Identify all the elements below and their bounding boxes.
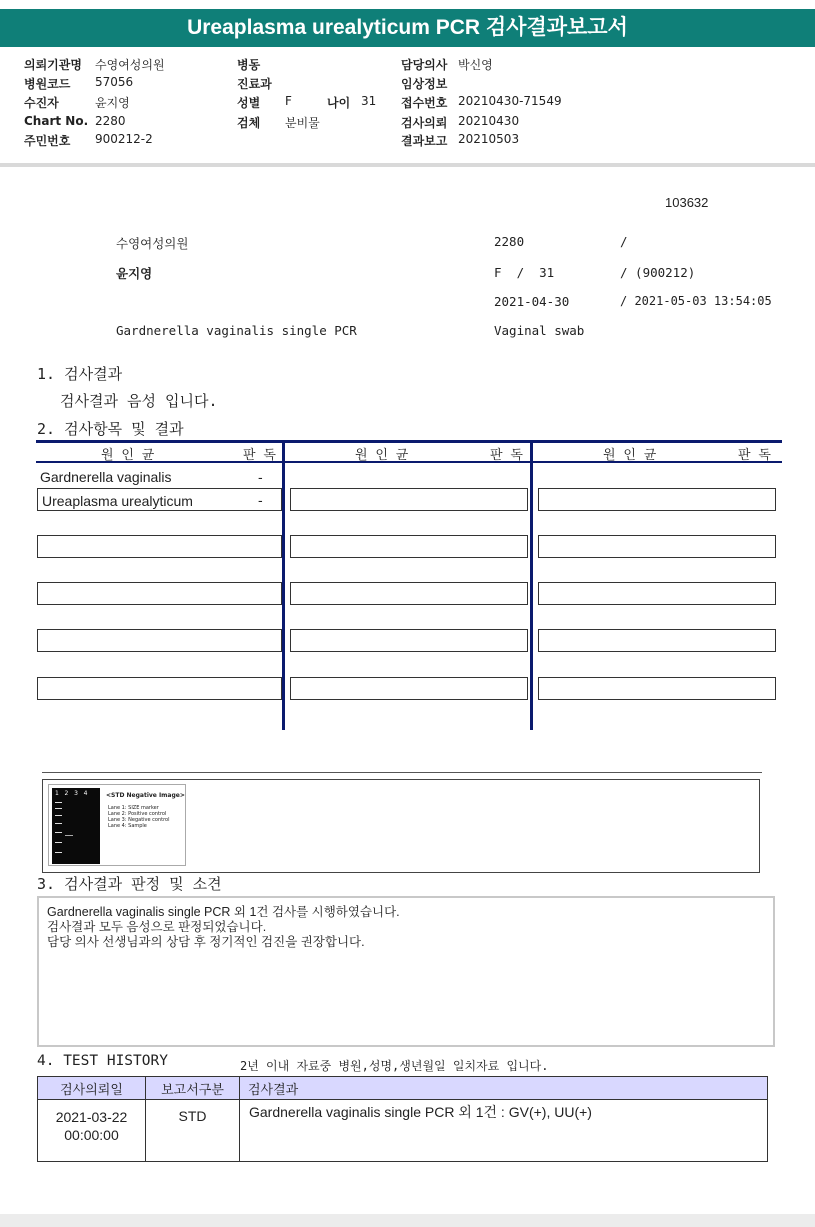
history-table: [37, 1076, 768, 1162]
value-requesting-org: 수영여성의원: [95, 58, 165, 72]
history-header-row: [38, 1077, 768, 1100]
label-sex: 성별: [237, 96, 261, 110]
result-table-divider-2: [530, 440, 533, 730]
opinion-box: [37, 896, 775, 1047]
label-requesting-org: 의뢰기관명: [24, 58, 82, 72]
result-table-top-rule: [36, 440, 782, 443]
opinion-text: [47, 905, 400, 950]
info-slash: /: [620, 234, 628, 249]
section-1-title: 1. 검사결과: [37, 365, 123, 383]
opinion-line-2: 검사결과 모두 음성으로 판정되었습니다.: [47, 920, 267, 934]
info-birth: / (900212): [620, 265, 696, 280]
gel-band: [55, 808, 62, 809]
history-result: Gardnerella vaginalis single PCR 외 1건 : GV(+), UU(+): [240, 1100, 768, 1162]
history-col-type: 보고서구분: [146, 1077, 240, 1100]
info-hospital: 수영여성의원: [116, 236, 189, 251]
gel-legend-3: Lane 3: Negative control: [108, 817, 170, 823]
result-cell: [290, 677, 528, 700]
label-chart-no: Chart No.: [24, 114, 89, 128]
section-1-text: 검사결과 음성 입니다.: [60, 392, 218, 410]
report-code: 103632: [665, 195, 709, 210]
item-name-2: Ureaplasma urealyticum: [42, 493, 193, 509]
label-age: 나이: [327, 96, 351, 110]
history-note: 2년 이내 자료중 병원,성명,생년월일 일치자료 입니다.: [240, 1059, 549, 1073]
result-table-divider-1: [282, 440, 285, 730]
gel-top-rule: [42, 772, 762, 773]
history-date-cell: [38, 1100, 146, 1162]
value-sex: F: [285, 94, 292, 108]
gel-band: [55, 852, 62, 853]
value-receipt-no: 20210430-71549: [458, 94, 562, 108]
gel-band: [55, 823, 62, 824]
info-sex-age: F / 31: [494, 265, 555, 280]
value-doctor: 박신영: [458, 58, 493, 72]
gel-lane-numbers: 1 2 3 4: [55, 790, 88, 797]
section-2-title: 2. 검사항목 및 결과: [37, 420, 184, 438]
result-cell: [37, 629, 282, 652]
col-result-1: 판 독: [243, 448, 276, 463]
info-chart: 2280: [494, 234, 525, 249]
result-cell: [37, 535, 282, 558]
history-col-date: 검사의뢰일: [38, 1077, 146, 1100]
label-hospital-code: 병원코드: [24, 77, 71, 91]
footer-band: [0, 1214, 815, 1227]
label-result-report: 결과보고: [401, 134, 448, 148]
result-cell: [290, 488, 528, 511]
result-cell: [538, 535, 776, 558]
gel-band: [55, 802, 62, 803]
result-cell: [290, 535, 528, 558]
value-chart-no: 2280: [95, 114, 126, 128]
gel-band: [55, 842, 62, 843]
gel-image-card: [48, 784, 186, 866]
label-patient: 수진자: [24, 96, 59, 110]
gel-band: [55, 815, 62, 816]
label-department: 진료과: [237, 77, 272, 91]
opinion-line-1: Gardnerella vaginalis single PCR 외 1건 검사를 시행하였습니다.: [47, 905, 400, 919]
result-cell: [538, 582, 776, 605]
section-3-title: 3. 검사결과 판정 및 소견: [37, 875, 222, 893]
report-title: Ureaplasma urealyticum PCR 검사결과보고서: [0, 9, 815, 47]
label-clinical-info: 임상정보: [401, 77, 448, 91]
gel-band: [55, 832, 62, 833]
gel-legend-2: Lane 2: Positive control: [108, 811, 167, 817]
value-result-report: 20210503: [458, 132, 520, 146]
header-separator: [0, 163, 815, 167]
section-4-title: 4. TEST HISTORY: [37, 1053, 168, 1069]
result-cell: [37, 582, 282, 605]
table-row: [38, 1100, 768, 1162]
col-pathogen-1: 원 인 균: [101, 448, 155, 463]
info-patient: 윤지영: [116, 266, 153, 281]
label-specimen: 검체: [237, 116, 261, 130]
gel-title: <STD Negative Image>: [106, 792, 185, 799]
value-age: 31: [361, 94, 377, 108]
value-specimen: 분비물: [285, 116, 320, 130]
result-cell: [538, 677, 776, 700]
col-pathogen-3: 원 인 균: [603, 448, 657, 463]
result-cell: [538, 629, 776, 652]
opinion-line-3: 담당 의사 선생님과의 상담 후 정기적인 검진을 권장합니다.: [47, 935, 365, 949]
item-name-1: Gardnerella vaginalis: [40, 469, 172, 485]
history-time: 00:00:00: [64, 1127, 119, 1143]
item-result-2: -: [258, 492, 263, 508]
col-pathogen-2: 원 인 균: [355, 448, 409, 463]
label-ward: 병동: [237, 58, 261, 72]
info-report-datetime: / 2021-05-03 13:54:05: [620, 294, 772, 308]
gel-legend-4: Lane 4: Sample: [108, 823, 147, 829]
value-patient: 윤지영: [95, 96, 130, 110]
history-type: STD: [146, 1100, 240, 1162]
result-cell: [538, 488, 776, 511]
info-request-date: 2021-04-30: [494, 294, 570, 309]
result-cell: [290, 582, 528, 605]
label-doctor: 담당의사: [401, 58, 448, 72]
info-test-name: Gardnerella vaginalis single PCR: [116, 323, 357, 338]
label-test-request: 검사의뢰: [401, 116, 448, 130]
gel-band: [65, 835, 73, 836]
label-receipt-no: 접수번호: [401, 96, 448, 110]
gel-photo: [52, 788, 100, 864]
info-specimen: Vaginal swab: [494, 323, 585, 338]
gel-legend-1: Lane 1: SIZE marker: [108, 805, 159, 811]
col-result-3: 판 독: [738, 448, 771, 463]
result-cell: [290, 629, 528, 652]
value-resident-no: 900212-2: [95, 132, 153, 146]
item-result-1: -: [258, 469, 263, 485]
history-date: 2021-03-22: [55, 1109, 128, 1125]
result-cell: [37, 677, 282, 700]
value-test-request: 20210430: [458, 114, 520, 128]
label-resident-no: 주민번호: [24, 134, 71, 148]
value-hospital-code: 57056: [95, 75, 134, 89]
col-result-2: 판 독: [490, 448, 523, 463]
history-col-result: 검사결과: [240, 1077, 768, 1100]
